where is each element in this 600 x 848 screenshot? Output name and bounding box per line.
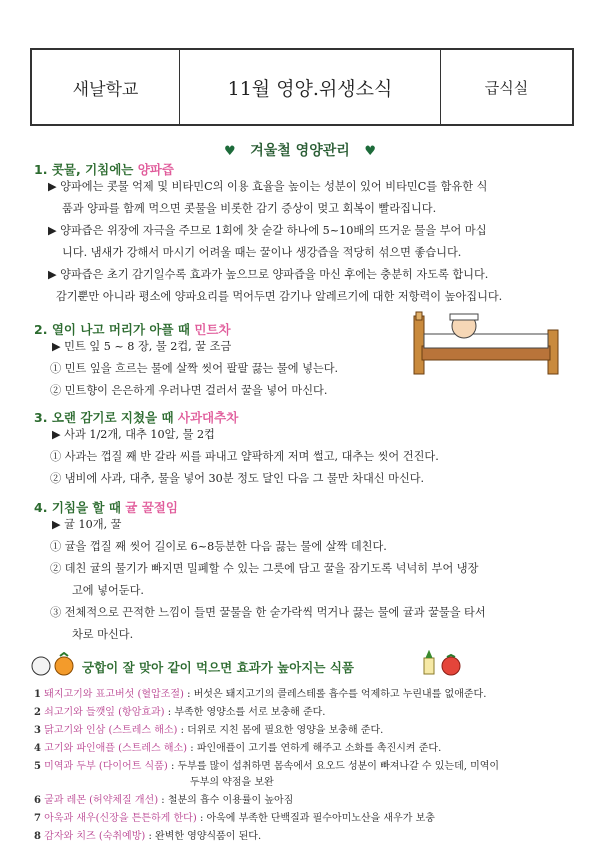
- heart-icon: ♥: [364, 144, 377, 159]
- foods-title: 궁합이 잘 맞아 같이 먹으면 효과가 높아지는 식품: [82, 660, 354, 675]
- s4-line-1: ▶ 귤 10개, 꿀: [52, 518, 122, 531]
- bed-illustration: [412, 308, 562, 378]
- food-item-5-cont: 두부의 약점을 보완: [190, 777, 274, 788]
- section-2-heading: 2. 열이 나고 머리가 아플 때 민트차: [34, 322, 231, 337]
- s2-line-1: ▶ 민트 잎 5 ~ 8 장, 물 2컵, 꿀 조금: [52, 340, 232, 353]
- s1-line-6: 감기뿐만 아니라 평소에 양파요리를 먹어두면 감기나 알레르기에 대한 저항력이 높아집니다.: [56, 290, 503, 303]
- s4-line-5: ③ 전체적으로 끈적한 느낌이 들면 꿀물을 한 숟가락씩 먹거나 끓는 물에 귤과 꿀물을 타서: [50, 606, 486, 619]
- section-3-heading: 3. 오랜 감기로 지쳤을 때 사과대추차: [34, 410, 239, 425]
- vegetable-mascot-icon: [418, 650, 464, 678]
- food-item-2: 2 쇠고기와 들깻잎 (항암효과) : 부족한 영양소를 서로 보충해 준다.: [34, 707, 326, 718]
- s2-line-3: ② 민트향이 은은하게 우러나면 걸러서 꿀을 넣어 마신다.: [50, 384, 328, 397]
- s4-line-2: ① 귤을 껍질 째 씻어 길이로 6~8등분한 다음 끓는 물에 살짝 데친다.: [50, 540, 387, 553]
- food-mascot-icon: [30, 652, 78, 678]
- food-item-8: 8 감자와 치즈 (숙취예방) : 완벽한 영양식품이 된다.: [34, 831, 262, 842]
- s4-line-4: 고에 넣어둔다.: [72, 584, 144, 597]
- heart-icon: ♥: [223, 144, 236, 159]
- s1-line-2: 품과 양파를 함께 먹으면 콧물을 비롯한 감기 증상이 멎고 회복이 빨라집니다.: [62, 202, 437, 215]
- s1-line-1: ▶ 양파에는 콧물 억제 및 비타민C의 이용 효율을 높이는 성분이 있어 비타민C를 함유한 식: [48, 180, 488, 193]
- section-4-heading: 4. 기침을 할 때 귤 꿀절임: [34, 500, 178, 515]
- food-item-7: 7 아욱과 새우(신장을 튼튼하게 한다) : 아욱에 부족한 단백질과 필수아미노산을 새우가 보충: [34, 813, 435, 824]
- section-1-heading: 1. 콧물, 기침에는 양파즙: [34, 162, 174, 177]
- s3-line-3: ② 냄비에 사과, 대추, 물을 넣어 30분 정도 달인 다음 그 물만 차대신 마신다.: [50, 472, 425, 485]
- banner-title: 겨울철 영양관리: [250, 143, 350, 159]
- s4-line-6: 차로 마신다.: [72, 628, 134, 641]
- s3-line-2: ① 사과는 껍질 째 반 갈라 씨를 파내고 얄팍하게 저며 썰고, 대추는 씻어 건진다.: [50, 450, 439, 463]
- s1-line-5: ▶ 양파즙은 초기 감기일수록 효과가 높으므로 양파즙을 마신 후에는 충분히 자도록 합니다.: [48, 268, 489, 281]
- s2-line-2: ① 민트 잎을 흐르는 물에 살짝 씻어 팔팔 끓는 물에 넣는다.: [50, 362, 339, 375]
- food-item-1: 1 돼지고기와 표고버섯 (혈압조절) : 버섯은 돼지고기의 콜레스테롤 흡수를 억제하고 누린내를 없애준다.: [34, 689, 487, 700]
- food-item-6: 6 굴과 레몬 (허약체질 개선) : 철분의 흡수 이용률이 높아짐: [34, 795, 294, 806]
- s1-line-4: 니다. 냄새가 강해서 마시기 어려울 때는 꿀이나 생강즙을 적당히 섞으면 좋습니다.: [62, 246, 462, 259]
- food-item-5: 5 미역과 두부 (다이어트 식품) : 두부를 많이 섭취하면 몸속에서 요오드 성분이 빠져나갈 수 있는데, 미역이: [34, 761, 500, 772]
- department: 급식실: [484, 78, 529, 97]
- page-title: 11월 영양.위생소식: [180, 50, 441, 124]
- school-name: 새날학교: [32, 50, 180, 124]
- banner: [0, 140, 600, 160]
- header-table: [30, 48, 574, 126]
- s3-line-1: ▶ 사과 1/2개, 대추 10알, 물 2컵: [52, 428, 215, 441]
- s4-line-3: ② 데친 귤의 물기가 빠지면 밀폐할 수 있는 그릇에 담고 꿀을 잠기도록 넉넉히 부어 냉장: [50, 562, 479, 575]
- food-item-3: 3 닭고기와 인삼 (스트레스 해소) : 더위로 지친 몸에 필요한 영양을 보충해 준다.: [34, 725, 384, 736]
- food-item-4: 4 고기와 파인애플 (스트레스 해소) : 파인애플이 고기를 연하게 해주고 소화를 촉진시켜 준다.: [34, 743, 442, 754]
- s1-line-3: ▶ 양파즙은 위장에 자극을 주므로 1회에 찻 숟갈 하나에 5~10배의 뜨거운 물을 부어 마십: [48, 224, 487, 237]
